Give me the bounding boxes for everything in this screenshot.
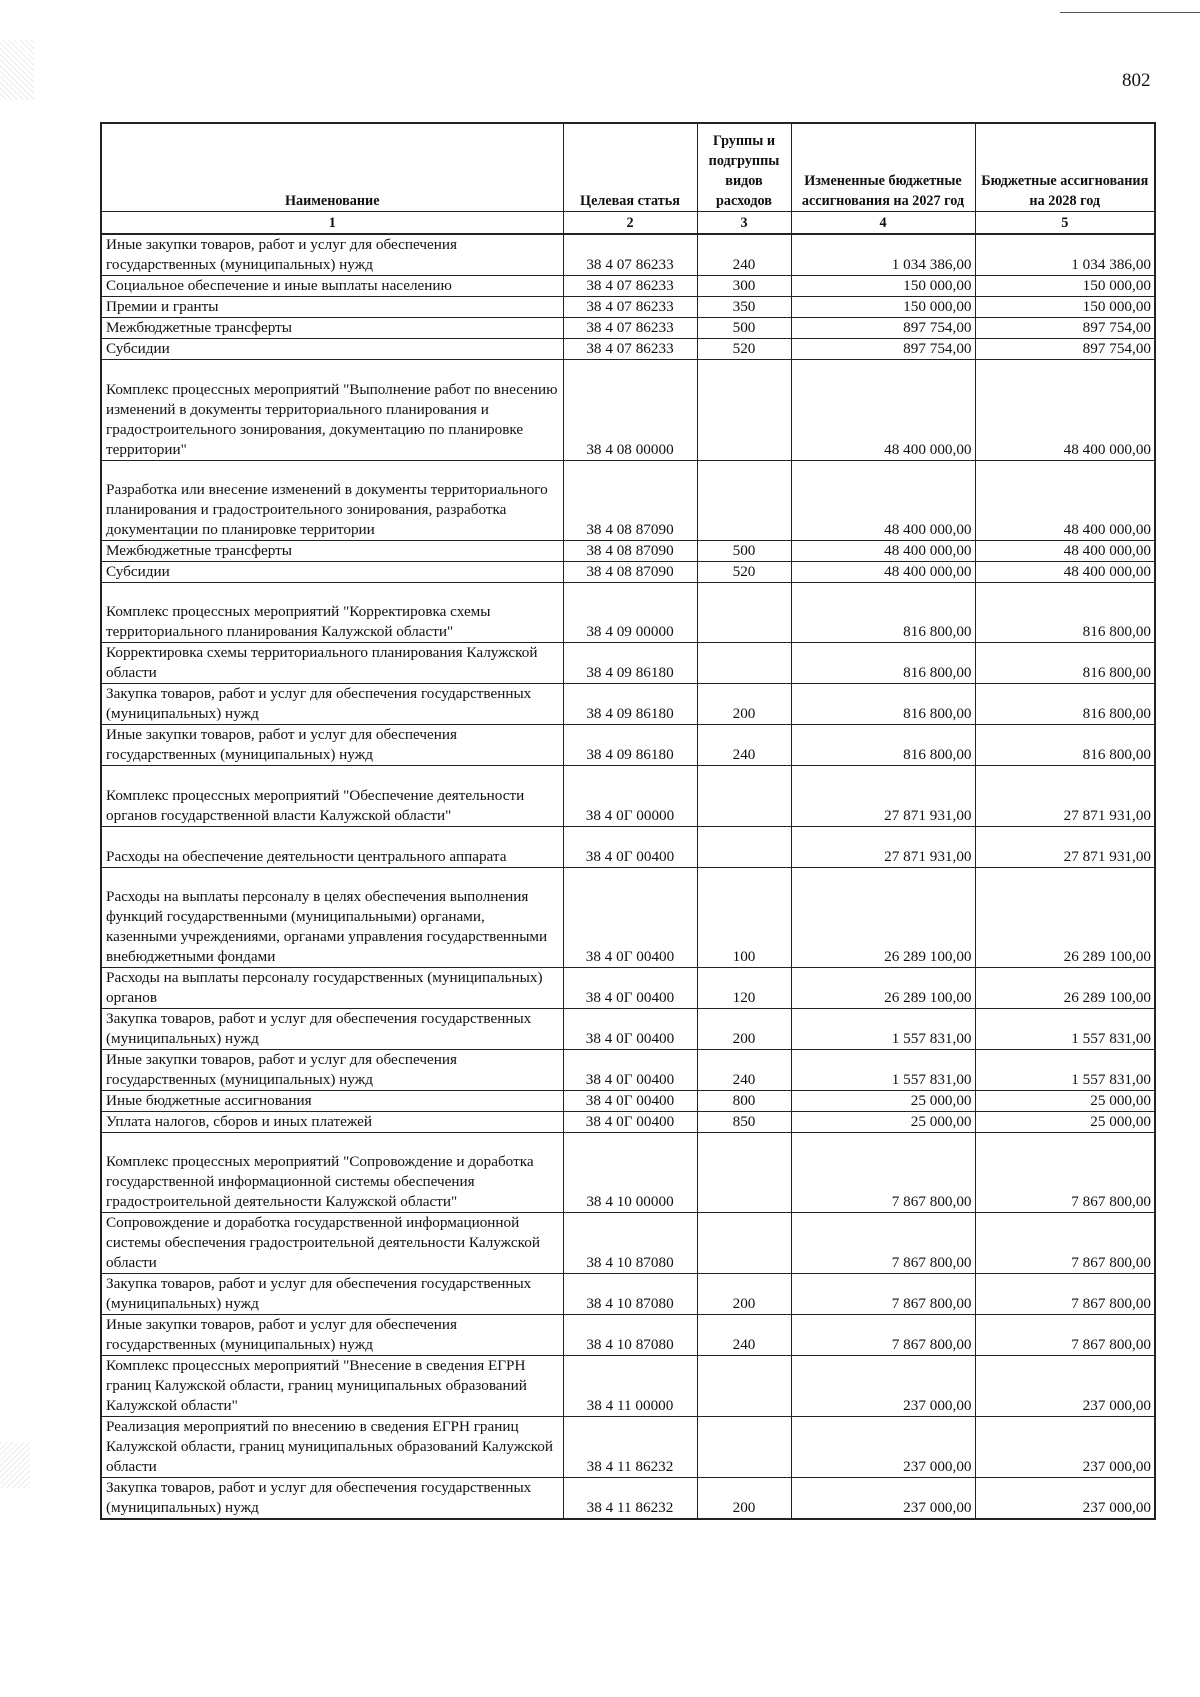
table-row xyxy=(101,1416,1155,1477)
row-expense-group xyxy=(697,826,791,867)
scan-noise-mark xyxy=(0,1442,30,1488)
row-amount-2027: 1 034 386,00 xyxy=(791,234,975,276)
row-target-code: 38 4 0Г 00400 xyxy=(563,1008,697,1049)
row-name: Субсидии xyxy=(101,561,563,582)
row-amount-2028: 25 000,00 xyxy=(975,1111,1155,1132)
row-expense-group: 100 xyxy=(697,867,791,967)
table-row xyxy=(101,338,1155,359)
table-row xyxy=(101,642,1155,683)
row-amount-2027: 26 289 100,00 xyxy=(791,967,975,1008)
column-number: 4 xyxy=(791,211,975,234)
row-amount-2027: 816 800,00 xyxy=(791,724,975,765)
row-name: Закупка товаров, работ и услуг для обеспечения государственных (муниципальных) нужд xyxy=(101,683,563,724)
table-row xyxy=(101,826,1155,867)
row-amount-2027: 237 000,00 xyxy=(791,1416,975,1477)
header-allocations-2027: Измененные бюджетные ассигнования на 2027 год xyxy=(791,123,975,211)
row-amount-2028: 7 867 800,00 xyxy=(975,1212,1155,1273)
row-amount-2028: 48 400 000,00 xyxy=(975,561,1155,582)
table-row xyxy=(101,561,1155,582)
row-expense-group: 200 xyxy=(697,683,791,724)
row-target-code: 38 4 07 86233 xyxy=(563,275,697,296)
row-amount-2027: 48 400 000,00 xyxy=(791,359,975,460)
row-name: Социальное обеспечение и иные выплаты населению xyxy=(101,275,563,296)
row-name: Уплата налогов, сборов и иных платежей xyxy=(101,1111,563,1132)
table-row xyxy=(101,1090,1155,1111)
row-name: Комплекс процессных мероприятий "Обеспечение деятельности органов государственной власти Калужской области" xyxy=(101,765,563,826)
row-name: Комплекс процессных мероприятий "Внесение в сведения ЕГРН границ Калужской области, границ муниципальных образований Калужской области" xyxy=(101,1355,563,1416)
table-row xyxy=(101,317,1155,338)
row-name: Расходы на обеспечение деятельности центрального аппарата xyxy=(101,826,563,867)
row-amount-2027: 150 000,00 xyxy=(791,275,975,296)
table-row xyxy=(101,1049,1155,1090)
row-name: Иные бюджетные ассигнования xyxy=(101,1090,563,1111)
row-amount-2028: 1 034 386,00 xyxy=(975,234,1155,276)
scan-top-rule xyxy=(1060,12,1200,13)
row-amount-2027: 48 400 000,00 xyxy=(791,540,975,561)
row-amount-2028: 48 400 000,00 xyxy=(975,460,1155,540)
row-target-code: 38 4 07 86233 xyxy=(563,234,697,276)
row-amount-2027: 7 867 800,00 xyxy=(791,1212,975,1273)
row-target-code: 38 4 0Г 00400 xyxy=(563,1049,697,1090)
row-target-code: 38 4 0Г 00400 xyxy=(563,967,697,1008)
row-expense-group: 240 xyxy=(697,724,791,765)
header-allocations-2028: Бюджетные ассигнования на 2028 год xyxy=(975,123,1155,211)
row-target-code: 38 4 09 86180 xyxy=(563,724,697,765)
row-amount-2028: 26 289 100,00 xyxy=(975,867,1155,967)
row-amount-2028: 150 000,00 xyxy=(975,275,1155,296)
row-target-code: 38 4 0Г 00000 xyxy=(563,765,697,826)
budget-table xyxy=(100,122,1156,1520)
row-amount-2027: 25 000,00 xyxy=(791,1111,975,1132)
row-amount-2028: 816 800,00 xyxy=(975,724,1155,765)
row-target-code: 38 4 0Г 00400 xyxy=(563,1111,697,1132)
row-expense-group xyxy=(697,765,791,826)
row-amount-2027: 26 289 100,00 xyxy=(791,867,975,967)
row-amount-2027: 48 400 000,00 xyxy=(791,561,975,582)
row-amount-2027: 150 000,00 xyxy=(791,296,975,317)
row-expense-group: 240 xyxy=(697,234,791,276)
row-target-code: 38 4 10 87080 xyxy=(563,1314,697,1355)
row-expense-group xyxy=(697,1355,791,1416)
row-amount-2027: 27 871 931,00 xyxy=(791,826,975,867)
table-row xyxy=(101,1132,1155,1212)
budget-table-body xyxy=(101,234,1155,1519)
row-amount-2028: 27 871 931,00 xyxy=(975,765,1155,826)
row-expense-group xyxy=(697,642,791,683)
row-amount-2028: 1 557 831,00 xyxy=(975,1008,1155,1049)
table-row xyxy=(101,1008,1155,1049)
table-row xyxy=(101,460,1155,540)
row-name: Иные закупки товаров, работ и услуг для обеспечения государственных (муниципальных) нужд xyxy=(101,724,563,765)
table-row xyxy=(101,1355,1155,1416)
row-name: Разработка или внесение изменений в документы территориального планирования и градостроительного зонирования, разработка документации по планировке территории xyxy=(101,460,563,540)
row-name: Закупка товаров, работ и услуг для обеспечения государственных (муниципальных) нужд xyxy=(101,1273,563,1314)
row-amount-2028: 237 000,00 xyxy=(975,1355,1155,1416)
row-target-code: 38 4 10 87080 xyxy=(563,1212,697,1273)
row-expense-group: 350 xyxy=(697,296,791,317)
row-amount-2028: 237 000,00 xyxy=(975,1416,1155,1477)
row-amount-2027: 1 557 831,00 xyxy=(791,1008,975,1049)
row-expense-group: 200 xyxy=(697,1477,791,1519)
row-amount-2027: 7 867 800,00 xyxy=(791,1314,975,1355)
row-amount-2028: 816 800,00 xyxy=(975,642,1155,683)
row-name: Комплекс процессных мероприятий "Корректировка схемы территориального планирования Калужской области" xyxy=(101,582,563,642)
row-name: Корректировка схемы территориального планирования Калужской области xyxy=(101,642,563,683)
row-name: Расходы на выплаты персоналу государственных (муниципальных) органов xyxy=(101,967,563,1008)
column-number: 5 xyxy=(975,211,1155,234)
page-number: 802 xyxy=(1122,70,1151,91)
row-amount-2027: 7 867 800,00 xyxy=(791,1273,975,1314)
row-expense-group xyxy=(697,359,791,460)
row-expense-group: 500 xyxy=(697,540,791,561)
row-name: Реализация мероприятий по внесению в сведения ЕГРН границ Калужской области, границ муниципальных образований Калужской области xyxy=(101,1416,563,1477)
column-number: 2 xyxy=(563,211,697,234)
row-amount-2027: 48 400 000,00 xyxy=(791,460,975,540)
table-row xyxy=(101,967,1155,1008)
table-row xyxy=(101,359,1155,460)
row-expense-group: 200 xyxy=(697,1008,791,1049)
row-amount-2028: 150 000,00 xyxy=(975,296,1155,317)
table-row xyxy=(101,867,1155,967)
row-amount-2028: 816 800,00 xyxy=(975,683,1155,724)
table-row xyxy=(101,1273,1155,1314)
row-target-code: 38 4 09 86180 xyxy=(563,642,697,683)
row-expense-group: 200 xyxy=(697,1273,791,1314)
row-expense-group: 300 xyxy=(697,275,791,296)
row-amount-2027: 27 871 931,00 xyxy=(791,765,975,826)
header-name: Наименование xyxy=(101,123,563,211)
header-expense-groups: Группы и подгруппы видов расходов xyxy=(697,123,791,211)
row-expense-group: 240 xyxy=(697,1314,791,1355)
table-row xyxy=(101,1212,1155,1273)
row-name: Субсидии xyxy=(101,338,563,359)
row-amount-2027: 7 867 800,00 xyxy=(791,1132,975,1212)
row-name: Закупка товаров, работ и услуг для обеспечения государственных (муниципальных) нужд xyxy=(101,1008,563,1049)
row-name: Иные закупки товаров, работ и услуг для обеспечения государственных (муниципальных) нужд xyxy=(101,234,563,276)
row-amount-2028: 897 754,00 xyxy=(975,338,1155,359)
row-name: Иные закупки товаров, работ и услуг для обеспечения государственных (муниципальных) нужд xyxy=(101,1314,563,1355)
row-expense-group: 520 xyxy=(697,561,791,582)
table-row xyxy=(101,765,1155,826)
row-name: Закупка товаров, работ и услуг для обеспечения государственных (муниципальных) нужд xyxy=(101,1477,563,1519)
table-row xyxy=(101,1477,1155,1519)
row-target-code: 38 4 08 87090 xyxy=(563,540,697,561)
row-target-code: 38 4 11 00000 xyxy=(563,1355,697,1416)
row-amount-2027: 25 000,00 xyxy=(791,1090,975,1111)
row-amount-2028: 7 867 800,00 xyxy=(975,1273,1155,1314)
row-amount-2027: 897 754,00 xyxy=(791,338,975,359)
row-target-code: 38 4 09 00000 xyxy=(563,582,697,642)
row-expense-group: 240 xyxy=(697,1049,791,1090)
row-amount-2028: 816 800,00 xyxy=(975,582,1155,642)
row-target-code: 38 4 08 87090 xyxy=(563,460,697,540)
row-target-code: 38 4 07 86233 xyxy=(563,317,697,338)
row-target-code: 38 4 08 00000 xyxy=(563,359,697,460)
table-row xyxy=(101,1111,1155,1132)
row-expense-group xyxy=(697,1132,791,1212)
scan-noise-mark xyxy=(0,40,34,100)
header-target-article: Целевая статья xyxy=(563,123,697,211)
row-target-code: 38 4 09 86180 xyxy=(563,683,697,724)
row-amount-2028: 237 000,00 xyxy=(975,1477,1155,1519)
row-amount-2028: 1 557 831,00 xyxy=(975,1049,1155,1090)
table-row xyxy=(101,1314,1155,1355)
row-expense-group: 500 xyxy=(697,317,791,338)
row-amount-2028: 897 754,00 xyxy=(975,317,1155,338)
row-expense-group xyxy=(697,582,791,642)
row-expense-group xyxy=(697,1212,791,1273)
table-row xyxy=(101,275,1155,296)
row-name: Премии и гранты xyxy=(101,296,563,317)
row-amount-2028: 27 871 931,00 xyxy=(975,826,1155,867)
table-row xyxy=(101,683,1155,724)
row-expense-group: 120 xyxy=(697,967,791,1008)
table-row xyxy=(101,234,1155,276)
row-amount-2028: 7 867 800,00 xyxy=(975,1314,1155,1355)
row-name: Иные закупки товаров, работ и услуг для обеспечения государственных (муниципальных) нужд xyxy=(101,1049,563,1090)
row-target-code: 38 4 0Г 00400 xyxy=(563,826,697,867)
row-target-code: 38 4 11 86232 xyxy=(563,1416,697,1477)
table-row xyxy=(101,724,1155,765)
table-row xyxy=(101,296,1155,317)
row-expense-group xyxy=(697,1416,791,1477)
row-name: Комплекс процессных мероприятий "Выполнение работ по внесению изменений в документы территориального планирования и градостроительного зонирования, документацию по планировке территории" xyxy=(101,359,563,460)
row-amount-2028: 48 400 000,00 xyxy=(975,359,1155,460)
row-target-code: 38 4 10 87080 xyxy=(563,1273,697,1314)
row-name: Комплекс процессных мероприятий "Сопровождение и доработка государственной информационной системы обеспечения градостроительной деятельности Калужской области" xyxy=(101,1132,563,1212)
table-row xyxy=(101,540,1155,561)
table-row xyxy=(101,582,1155,642)
row-amount-2027: 816 800,00 xyxy=(791,582,975,642)
row-target-code: 38 4 11 86232 xyxy=(563,1477,697,1519)
row-expense-group: 800 xyxy=(697,1090,791,1111)
column-number: 1 xyxy=(101,211,563,234)
row-target-code: 38 4 0Г 00400 xyxy=(563,1090,697,1111)
row-expense-group: 850 xyxy=(697,1111,791,1132)
row-expense-group: 520 xyxy=(697,338,791,359)
row-target-code: 38 4 10 00000 xyxy=(563,1132,697,1212)
row-amount-2027: 816 800,00 xyxy=(791,683,975,724)
row-amount-2028: 25 000,00 xyxy=(975,1090,1155,1111)
row-name: Межбюджетные трансферты xyxy=(101,540,563,561)
row-amount-2027: 237 000,00 xyxy=(791,1355,975,1416)
row-amount-2027: 816 800,00 xyxy=(791,642,975,683)
row-expense-group xyxy=(697,460,791,540)
row-target-code: 38 4 07 86233 xyxy=(563,338,697,359)
row-target-code: 38 4 08 87090 xyxy=(563,561,697,582)
row-amount-2027: 897 754,00 xyxy=(791,317,975,338)
row-target-code: 38 4 07 86233 xyxy=(563,296,697,317)
column-number: 3 xyxy=(697,211,791,234)
row-target-code: 38 4 0Г 00400 xyxy=(563,867,697,967)
row-amount-2027: 237 000,00 xyxy=(791,1477,975,1519)
row-amount-2028: 26 289 100,00 xyxy=(975,967,1155,1008)
row-name: Расходы на выплаты персоналу в целях обеспечения выполнения функций государственными (муниципальными) органами, казенными учреждениями, органами управления государственными внебюджетными фондами xyxy=(101,867,563,967)
row-amount-2028: 48 400 000,00 xyxy=(975,540,1155,561)
row-amount-2028: 7 867 800,00 xyxy=(975,1132,1155,1212)
row-amount-2027: 1 557 831,00 xyxy=(791,1049,975,1090)
row-name: Сопровождение и доработка государственной информационной системы обеспечения градостроительной деятельности Калужской области xyxy=(101,1212,563,1273)
row-name: Межбюджетные трансферты xyxy=(101,317,563,338)
